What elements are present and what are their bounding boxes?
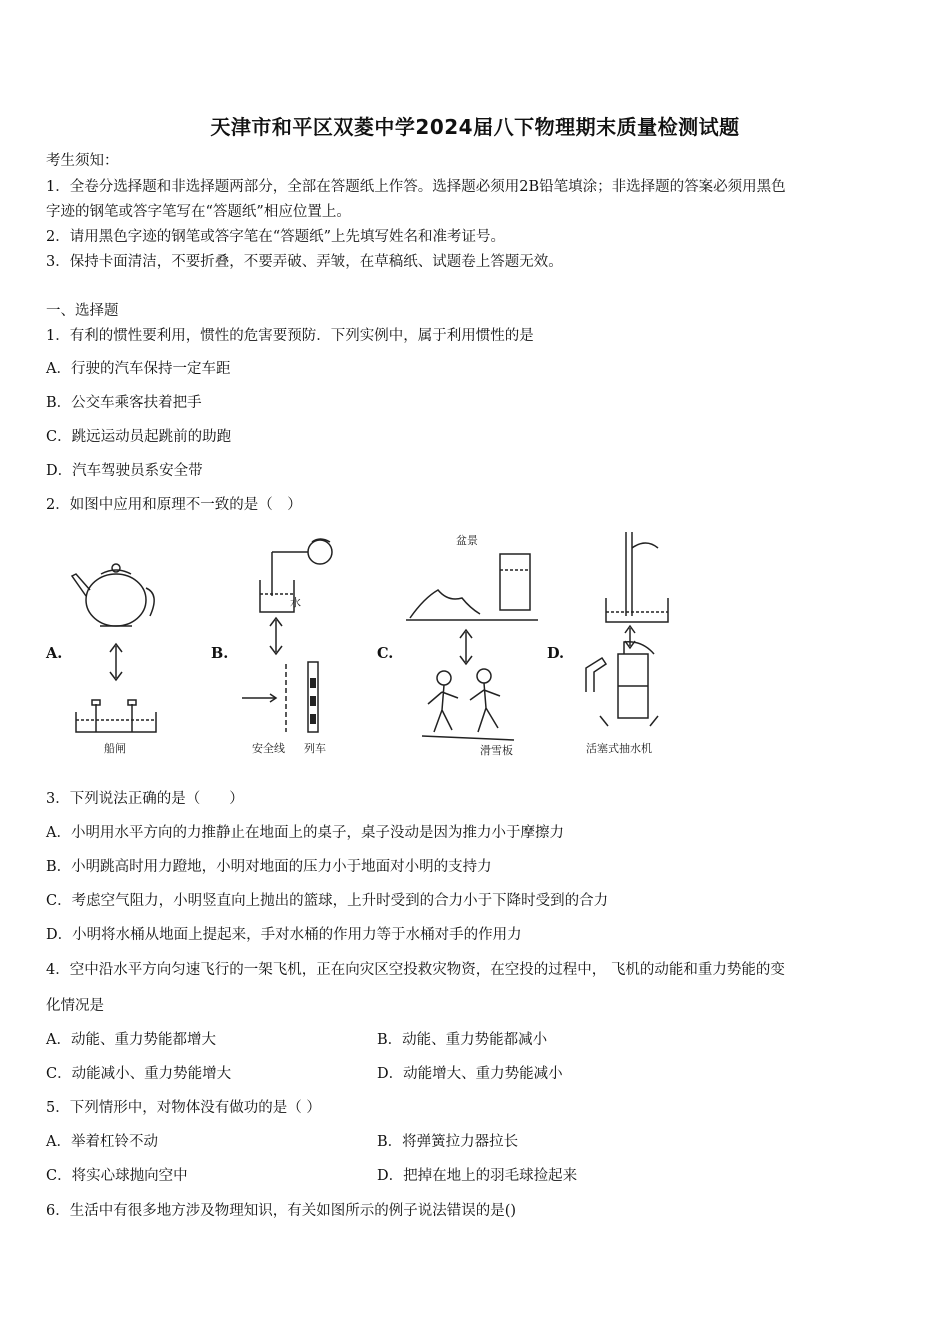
question-stem-continued: 化情况是 xyxy=(46,998,104,1014)
page-title: 天津市和平区双菱中学2024届八下物理期末质量检测试题 xyxy=(210,115,740,139)
option: A．举着杠铃不动 xyxy=(46,1134,158,1150)
caption-ski-board: 滑雪板 xyxy=(480,744,513,757)
option: D．把掉在地上的羽毛球捡起来 xyxy=(377,1168,578,1184)
option: D．动能增大、重力势能减小 xyxy=(377,1066,563,1082)
caption-piston-pump: 活塞式抽水机 xyxy=(586,742,652,755)
question-stem: 2．如图中应用和原理不一致的是（ ） xyxy=(46,497,302,513)
figure-b-straw-safetyline xyxy=(236,528,346,758)
question-stem: 4．空中沿水平方向匀速飞行的一架飞机，正在向灾区空投救灾物资，在空投的过程中， 飞机的动能和重力势能的变 xyxy=(46,962,785,978)
option: B．公交车乘客扶着把手 xyxy=(46,395,202,411)
question-stem: 3．下列说法正确的是（ ） xyxy=(46,791,244,807)
option: C．将实心球抛向空中 xyxy=(46,1168,188,1184)
figure-a-teapot-shiplock xyxy=(66,528,166,758)
question-stem: 1．有利的惯性要利用，惯性的危害要预防．下列实例中，属于利用惯性的是 xyxy=(46,328,534,344)
question-stem: 6．生活中有很多地方涉及物理知识，有关如图所示的例子说法错误的是() xyxy=(46,1203,517,1219)
option: B．将弹簧拉力器拉长 xyxy=(377,1134,519,1150)
figure-label: C. xyxy=(377,645,394,662)
option: C．考虑空气阻力，小明竖直向上抛出的篮球，上升时受到的合力小于下降时受到的合力 xyxy=(46,893,609,909)
figure-label: B. xyxy=(211,645,229,662)
question-stem: 5．下列情形中，对物体没有做功的是（ ） xyxy=(46,1100,321,1116)
notice-heading: 考生须知： xyxy=(46,153,119,169)
option: D．汽车驾驶员系安全带 xyxy=(46,463,203,479)
section-heading: 一、选择题 xyxy=(46,303,119,319)
figure-label: A. xyxy=(46,645,63,662)
caption-shiplock: 船闸 xyxy=(104,742,126,755)
caption-water: 水 xyxy=(290,596,301,609)
notice-item: 2．请用黑色字迹的钢笔或答字笔在“答题纸”上先填写姓名和准考证号。 xyxy=(46,229,506,245)
figure-c-bonsai-ski xyxy=(404,528,540,758)
option: D．小明将水桶从地面上提起来，手对水桶的作用力等于水桶对手的作用力 xyxy=(46,927,522,943)
notice-item: 字迹的钢笔或答字笔写在“答题纸”相应位置上。 xyxy=(46,204,351,220)
option: A．行驶的汽车保持一定车距 xyxy=(46,361,231,377)
notice-item: 1．全卷分选择题和非选择题两部分，全部在答题纸上作答。选择题必须用2B铅笔填涂；非选择题的答案必须用黑色 xyxy=(46,179,786,195)
option: B．小明跳高时用力蹬地，小明对地面的压力小于地面对小明的支持力 xyxy=(46,859,492,875)
figure-label: D. xyxy=(547,645,565,662)
caption-train: 列车 xyxy=(304,742,326,755)
option: B．动能、重力势能都减小 xyxy=(377,1032,548,1048)
figure-d-tube-pump xyxy=(580,528,690,758)
option: A．动能、重力势能都增大 xyxy=(46,1032,216,1048)
option: A．小明用水平方向的力推静止在地面上的桌子，桌子没动是因为推力小于摩擦力 xyxy=(46,825,564,841)
option: C．动能减小、重力势能增大 xyxy=(46,1066,232,1082)
notice-item: 3．保持卡面清洁，不要折叠，不要弄破、弄皱，在草稿纸、试题卷上答题无效。 xyxy=(46,254,563,270)
caption-bonsai: 盆景 xyxy=(456,534,478,547)
option: C．跳远运动员起跳前的助跑 xyxy=(46,429,232,445)
caption-safety-line: 安全线 xyxy=(252,742,285,755)
